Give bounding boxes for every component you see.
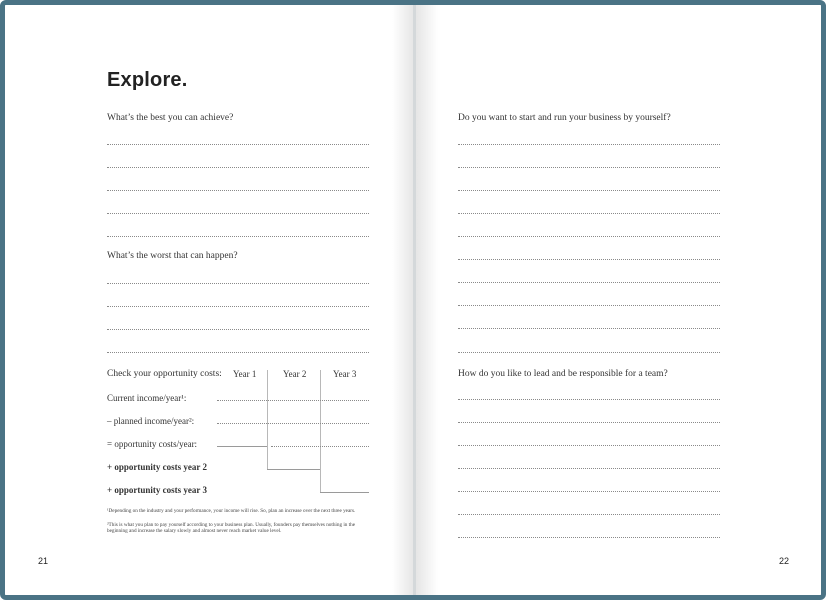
answer-line[interactable] <box>458 514 720 515</box>
table-divider <box>267 370 268 469</box>
answer-line[interactable] <box>458 259 720 260</box>
table-divider <box>320 370 321 492</box>
answer-line[interactable] <box>458 352 720 353</box>
answer-line[interactable] <box>107 306 369 307</box>
answer-line[interactable] <box>458 445 720 446</box>
answer-line[interactable] <box>458 491 720 492</box>
page-number-left: 21 <box>38 556 49 566</box>
row-opportunity-costs: = opportunity costs/year: <box>107 439 198 449</box>
footnote-2: ²This is what you plan to pay yourself according to your business plan. Usually, founders pay themselves nothing in the beginning and increase the salary slowly and almost never reach market value level. <box>107 522 356 535</box>
answer-line[interactable] <box>458 537 720 538</box>
answer-line[interactable] <box>107 352 369 353</box>
opportunity-costs-input-line[interactable] <box>271 446 369 447</box>
answer-line[interactable] <box>458 282 720 283</box>
question-worst: What’s the worst that can happen? <box>107 251 238 261</box>
row-costs-year-3: + opportunity costs year 3 <box>107 485 207 495</box>
answer-line[interactable] <box>458 399 720 400</box>
year-3-label: Year 3 <box>333 369 357 379</box>
left-page <box>5 5 414 595</box>
right-page <box>416 5 821 595</box>
answer-line[interactable] <box>458 236 720 237</box>
sum-line-year-3[interactable] <box>320 492 369 493</box>
sum-line-year-2[interactable] <box>267 469 320 470</box>
answer-line[interactable] <box>458 167 720 168</box>
answer-line[interactable] <box>458 422 720 423</box>
answer-line[interactable] <box>458 190 720 191</box>
year-1-label: Year 1 <box>233 369 257 379</box>
planned-income-input-line[interactable] <box>217 423 369 424</box>
answer-line[interactable] <box>107 283 369 284</box>
page-title: Explore. <box>107 69 188 91</box>
year-2-label: Year 2 <box>283 369 307 379</box>
opportunity-costs-heading: Check your opportunity costs: <box>107 369 222 379</box>
answer-line[interactable] <box>107 167 369 168</box>
answer-line[interactable] <box>107 329 369 330</box>
sum-line-year-1[interactable] <box>217 446 267 447</box>
row-costs-year-2: + opportunity costs year 2 <box>107 462 207 472</box>
answer-line[interactable] <box>107 190 369 191</box>
answer-line[interactable] <box>107 144 369 145</box>
page-number-right: 22 <box>779 556 790 566</box>
answer-line[interactable] <box>107 236 369 237</box>
footnote-1: ¹Depending on the industry and your performance, your income will rise. So, plan an increase over the next three years. <box>107 508 356 514</box>
answer-line[interactable] <box>458 468 720 469</box>
answer-line[interactable] <box>107 213 369 214</box>
answer-line[interactable] <box>458 328 720 329</box>
row-current-income: Current income/year¹: <box>107 393 187 403</box>
question-run-by-yourself: Do you want to start and run your business by yourself? <box>458 113 671 123</box>
question-lead-team: How do you like to lead and be responsible for a team? <box>458 369 668 379</box>
income-input-line[interactable] <box>217 400 369 401</box>
answer-line[interactable] <box>458 305 720 306</box>
answer-line[interactable] <box>458 144 720 145</box>
row-planned-income: – planned income/year²: <box>107 416 195 426</box>
answer-line[interactable] <box>458 213 720 214</box>
question-best: What’s the best you can achieve? <box>107 113 234 123</box>
